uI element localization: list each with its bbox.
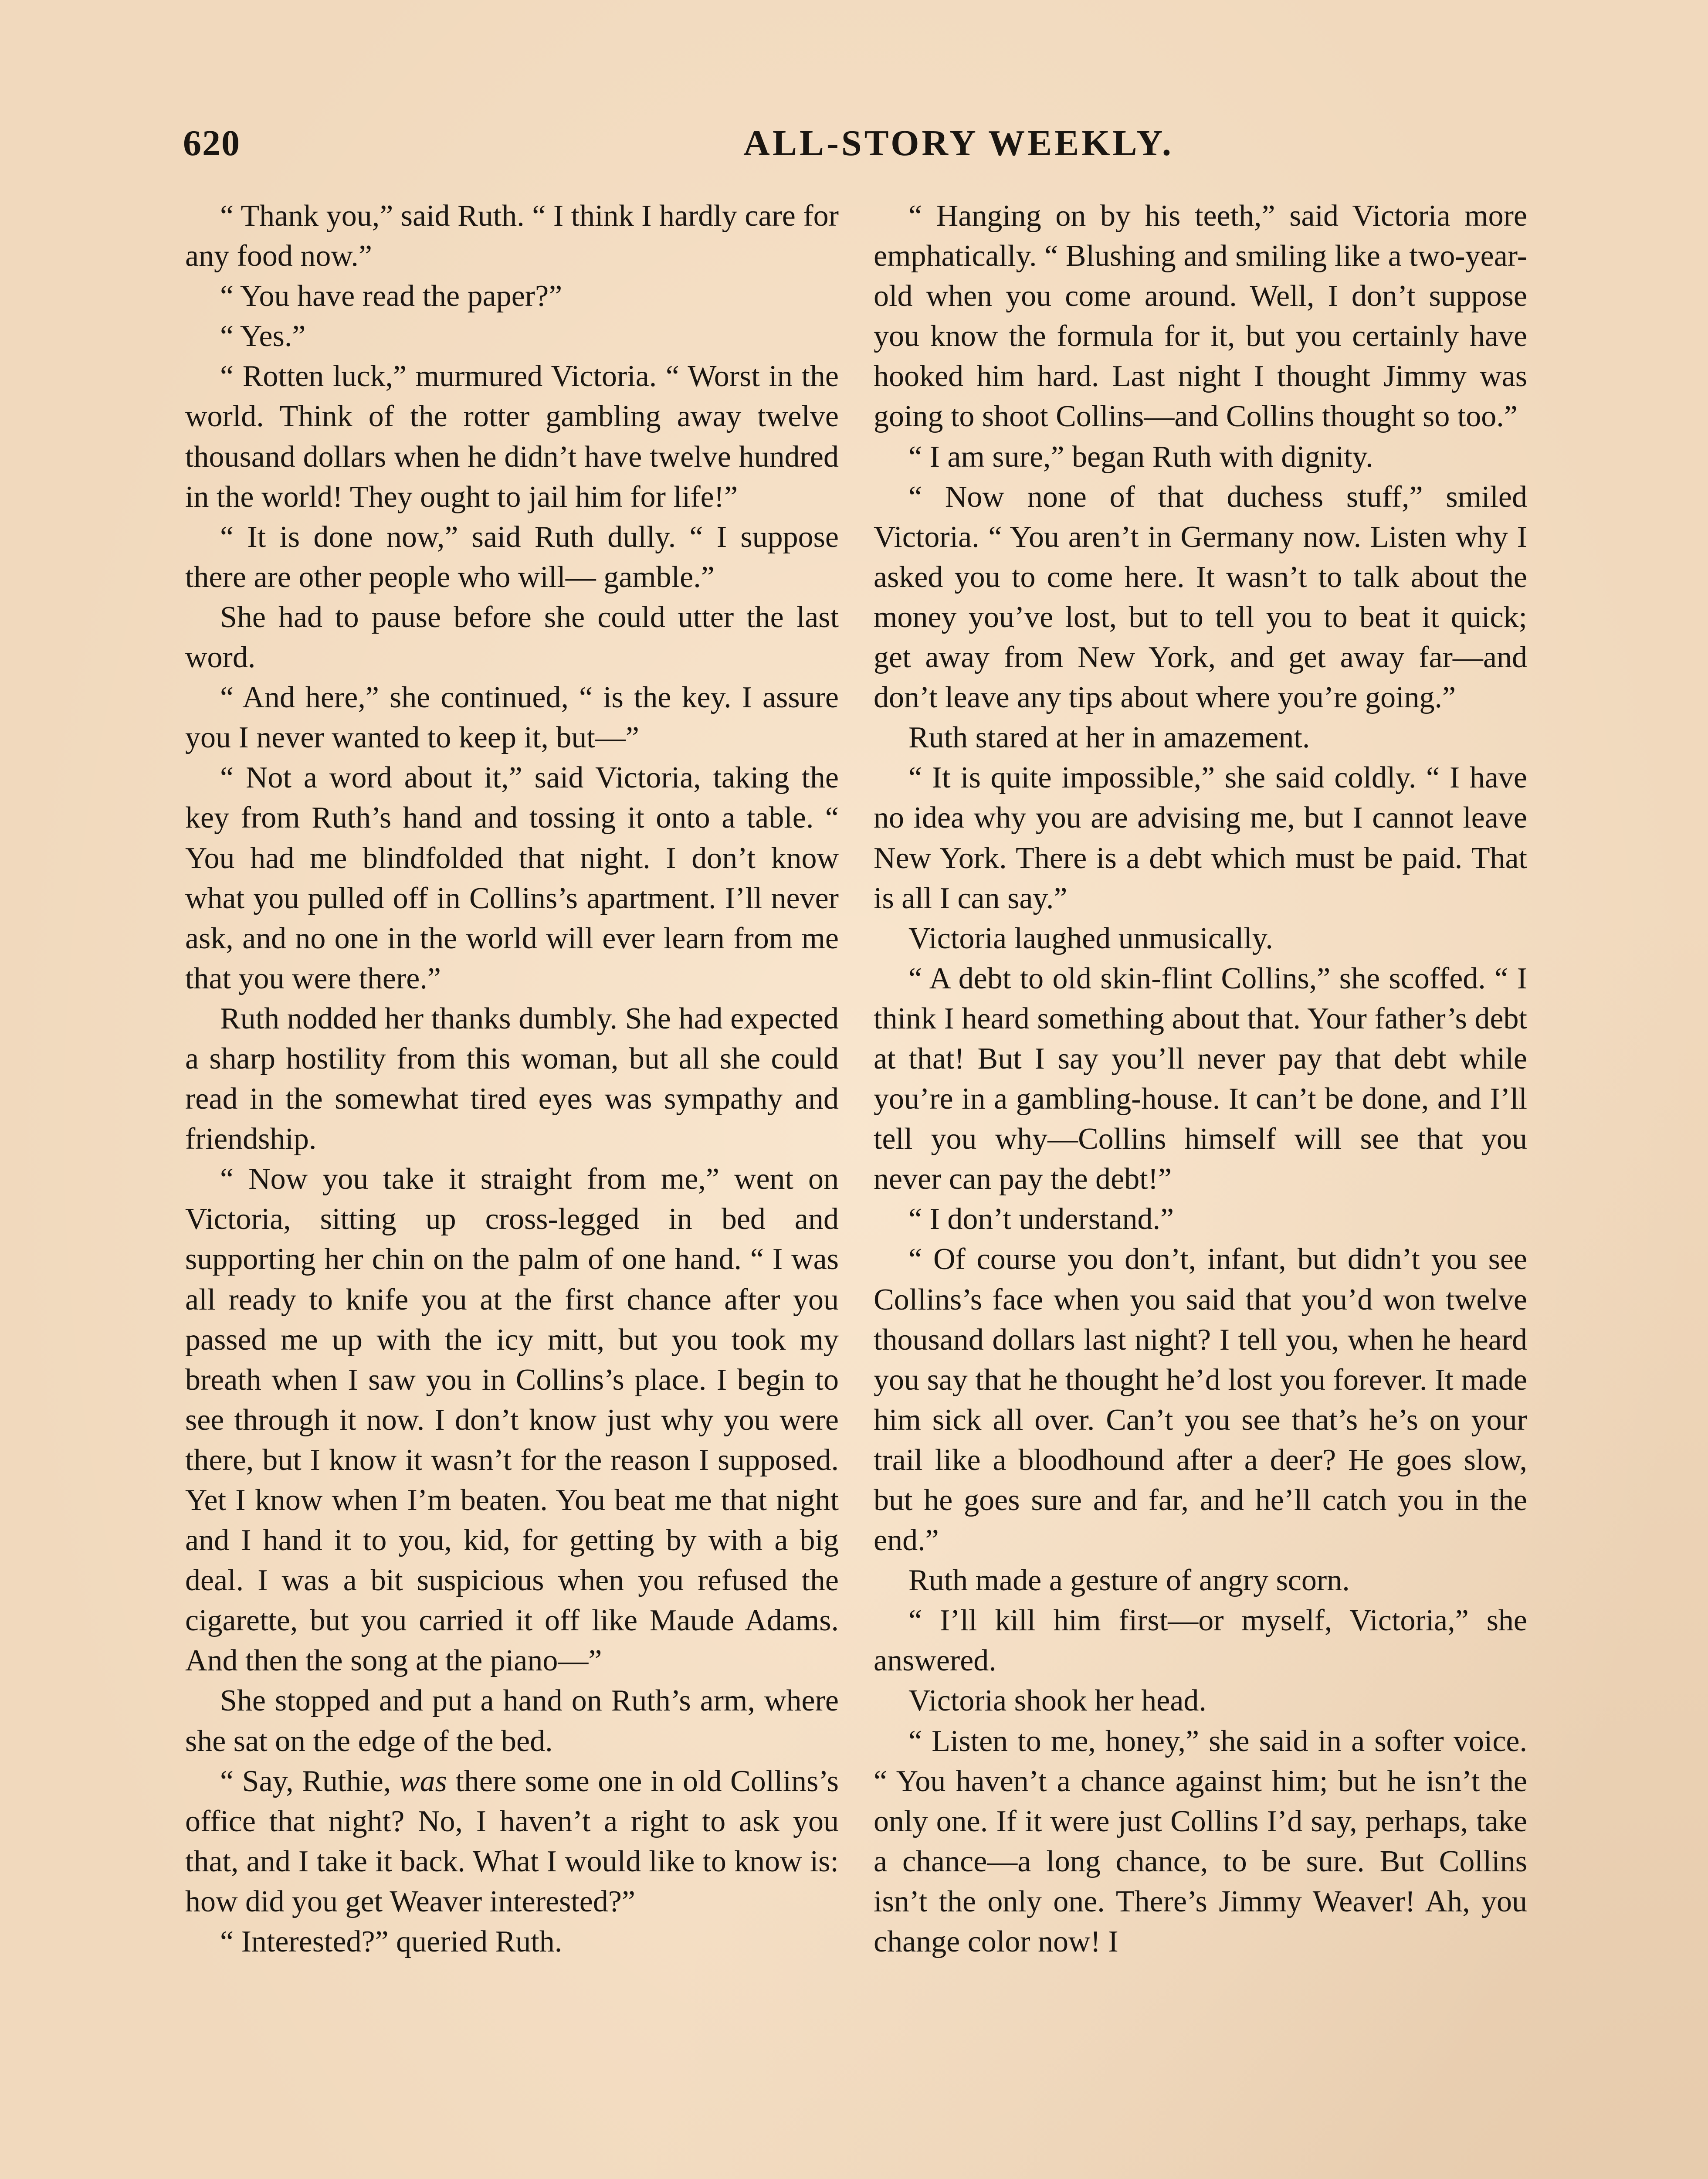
- paragraph: “ A debt to old skin-flint Collins,” she scoffed. “ I think I heard something about that. Your father’s debt at that! But I say you’ll never pay that debt while you’re in a gambling-house. It can’t be done, and I’ll tell you why—Collins himself will see that you never can pay the debt!”: [874, 961, 1527, 1196]
- paragraph: “ I’ll kill him first—or myself, Victoria,” she answered.: [874, 1604, 1527, 1678]
- paragraph: Ruth stared at her in amazement.: [908, 721, 1310, 755]
- paragraph: Ruth nodded her thanks dumbly. She had expected a sharp hostility from this woman, but all she could read in the somewhat tired eyes was sympathy and friendship.: [185, 1001, 839, 1156]
- paragraph: She had to pause before she could utter the last word.: [185, 600, 839, 675]
- paragraph: “ Now none of that duchess stuff,” smiled Victoria. “ You aren’t in Germany now. Listen why I asked you to come here. It wasn’t to talk about the money you’ve lost, but to tell you to beat it quick; get away from New York, and get away far—and don’t leave any tips about where you’re going.”: [874, 480, 1527, 715]
- left-column: [185, 196, 839, 1962]
- paragraph: “ Thank you,” said Ruth. “ I think I hardly care for any food now.”: [185, 199, 839, 273]
- paragraph: Ruth made a gesture of angry scorn.: [908, 1564, 1350, 1598]
- paragraph: She stopped and put a hand on Ruth’s arm, where she sat on the edge of the bed.: [185, 1684, 839, 1758]
- paragraph: “ Now you take it straight from me,” went on Victoria, sitting up cross-legged in bed and supporting her chin on the palm of one hand. “ I was all ready to knife you at the first chance after you passed me up with the icy mitt, but you took my breath when I saw you in Collins’s place. I begin to see through it now. I don’t know just why you were there, but I know it wasn’t for the reason I supposed. Yet I know when I’m beaten. You beat me that night and I hand it to you, kid, for getting by with a big deal. I was a bit suspicious when you refused the cigarette, but you carried it off like Maude Adams. And then the song at the piano—”: [185, 1162, 839, 1678]
- paragraph: “ Of course you don’t, infant, but didn’t you see Collins’s face when you said that you’d won twelve thousand dollars last night? I tell you, when he heard you say that he thought he’d lost you forever. It made him sick all over. Can’t you see that’s he’s on your trail like a bloodhound after a deer? He goes slow, but he goes sure and far, and he’ll catch you in the end.”: [874, 1242, 1527, 1558]
- text-run: there some one in old Collins’s office that night? No, I haven’t a right to ask you that, and I take it back. What I would like to know is: how did you get Weaver interested?”: [185, 1764, 839, 1918]
- running-title: ALL-STORY WEEKLY.: [743, 123, 1174, 163]
- paragraph: “ Rotten luck,” murmured Victoria. “ Worst in the world. Think of the rotter gambling away twelve thousand dollars when he didn’t have twelve hundred in the world! They ought to jail him for life!”: [185, 360, 839, 514]
- right-column: [874, 196, 1527, 1962]
- paragraph: “ Hanging on by his teeth,” said Victoria more emphatically. “ Blushing and smiling like a two-year-old when you come around. Well, I don’t suppose you know the formula for it, but you certainly have hooked him hard. Last night I thought Jimmy was going to shoot Collins—and Collins thought so too.”: [874, 199, 1527, 434]
- page-header: [183, 122, 1538, 183]
- paragraph-with-emphasis: [185, 1762, 839, 1922]
- paragraph: “ You have read the paper?”: [220, 279, 563, 313]
- paragraph: “ It is quite impossible,” she said coldly. “ I have no idea why you are advising me, but I cannot leave New York. There is a debt which must be paid. That is all I can say.”: [874, 761, 1527, 915]
- paragraph: Victoria laughed unmusically.: [908, 921, 1273, 955]
- page-number: 620: [183, 123, 241, 163]
- paragraph: “ And here,” she continued, “ is the key. I assure you I never wanted to keep it, but—”: [185, 681, 839, 755]
- paragraph: “ Yes.”: [220, 319, 306, 353]
- emphasis-text: was: [399, 1764, 447, 1798]
- paragraph: “ Not a word about it,” said Victoria, taking the key from Ruth’s hand and tossing it onto a table. “ You had me blindfolded that night. I don’t know what you pulled off in Collins’s apartment. I’ll never ask, and no one in the world will ever learn from me that you were there.”: [185, 761, 839, 995]
- paragraph: “ I don’t understand.”: [908, 1202, 1174, 1236]
- paragraph: Victoria shook her head.: [908, 1684, 1206, 1718]
- paragraph: “ Interested?” queried Ruth.: [220, 1925, 563, 1959]
- paragraph: “ It is done now,” said Ruth dully. “ I suppose there are other people who will— gamble.”: [185, 520, 839, 594]
- paragraph: “ I am sure,” began Ruth with dignity.: [908, 440, 1373, 474]
- paragraph: “ Listen to me, honey,” she said in a softer voice. “ You haven’t a chance against him; but he isn’t the only one. If it were just Collins I’d say, perhaps, take a chance—a long chance, to be sure. But Collins isn’t the only one. There’s Jimmy Weaver! Ah, you change color now! I: [874, 1724, 1527, 1959]
- text-run: “ Say, Ruthie,: [220, 1764, 400, 1798]
